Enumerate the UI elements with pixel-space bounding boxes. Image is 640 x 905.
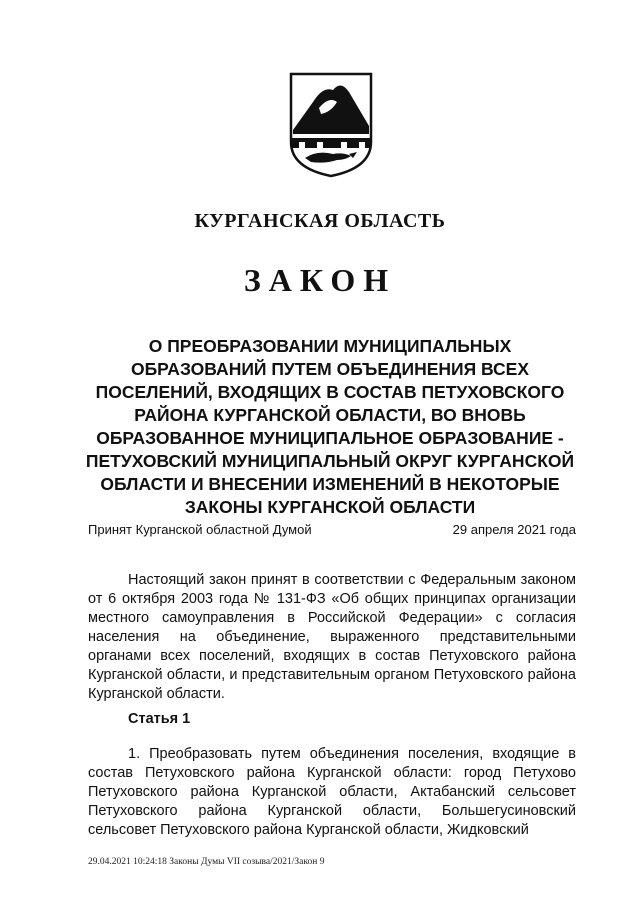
adopted-by: Принят Курганской областной Думой [88,522,312,537]
law-title: О ПРЕОБРАЗОВАНИИ МУНИЦИПАЛЬНЫХ ОБРАЗОВАНИЙ ПУТЕМ ОБЪЕДИНЕНИЯ ВСЕХ ПОСЕЛЕНИЙ, ВХОДЯЩИХ В СОСТАВ ПЕТУХОВСКОГО РАЙОНА КУРГАНСКОЙ ОБЛАСТИ, ВО ВНОВЬ ОБРАЗОВАННОЕ МУНИЦИПАЛЬНОЕ ОБРАЗОВАНИЕ - ПЕТУХОВСКИЙ МУНИЦИПАЛЬНЫЙ ОКРУГ КУРГАНСКОЙ ОБЛАСТИ И ВНЕСЕНИИ ИЗМЕНЕНИЙ В НЕКОТОРЫЕ ЗАКОНЫ КУРГАНСКОЙ ОБЛАСТИ [85,336,575,517]
region-heading: КУРГАНСКАЯ ОБЛАСТЬ [194,210,446,232]
preamble-paragraph: Настоящий закон принят в соответствии с Федеральным законом от 6 октября 2003 года № 131-ФЗ «Об общих принципах организации местного самоуправления в Российской Федерации» с согласия населения на объединение, выраженного представительными органами всех поселений, входящих в состав Петуховского района Курганской области, и представительным органом Петуховского района Курганской области. [88,572,576,702]
footer-stamp: 29.04.2021 10:24:18 Законы Думы VII созыва/2021/Закон 9 [88,857,325,867]
adopted-date: 29 апреля 2021 года [452,522,576,537]
coat-of-arms-icon [283,68,379,180]
article-paragraph: 1. Преобразовать путем объединения поселения, входящие в состав Петуховского района Курганской области: город Петухово Петуховского района Курганской области, Актабанский сельсовет Петуховского района Курганской области, Большегусиновский сельсовет Петуховского района Курганской области, Жидковский [88,746,576,838]
law-heading: ЗАКОН [243,262,397,298]
adoption-line [88,522,576,537]
article-heading: Статья 1 [128,711,191,727]
